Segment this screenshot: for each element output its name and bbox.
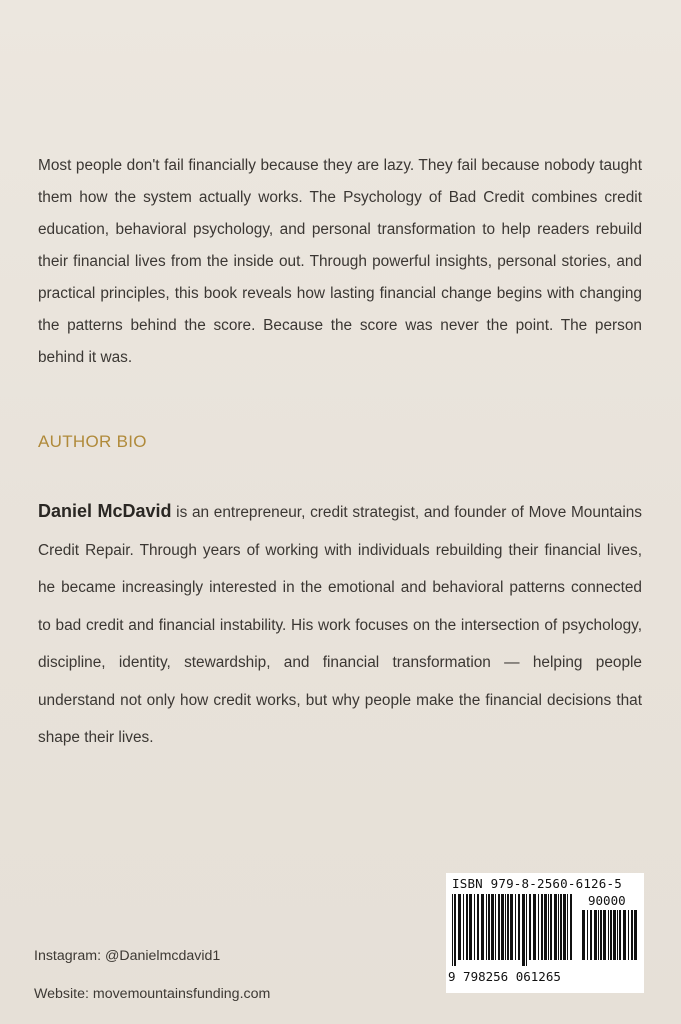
- barcode-bar: [495, 894, 496, 960]
- barcode-bar: [623, 910, 626, 960]
- barcode-bar: [538, 894, 539, 960]
- barcode-bar: [477, 894, 479, 960]
- barcode-bar: [598, 910, 599, 960]
- barcode-main-digits: 9 798256 061265: [448, 969, 561, 984]
- barcode-bar: [501, 894, 504, 960]
- barcode-bar: [610, 910, 612, 960]
- barcode-bar: [515, 894, 516, 960]
- barcode-bar: [452, 894, 453, 966]
- barcode-addon-bars: [582, 910, 638, 966]
- barcode-bar: [631, 910, 633, 960]
- barcode-bar: [522, 894, 525, 966]
- barcode-bar: [587, 910, 588, 960]
- author-bio-heading: AUTHOR BIO: [38, 432, 147, 451]
- barcode-bar: [554, 894, 557, 960]
- author-bio-body: is an entrepreneur, credit strategist, and founder of Move Mountains Credit Repair. Through years of working with individuals rebuilding their financial lives, he became increasingly interested in the emotional and behavioral patterns connected to bad credit and financial instability. His work focuses on the intersection of psychology, discipline, identity, stewardship, and financial transformation — helping people understand not only how credit works, but why people make the financial decisions that shape their lives.: [38, 504, 642, 746]
- barcode-bar: [510, 894, 513, 960]
- barcode-bar: [613, 910, 616, 960]
- book-blurb: Most people don't fail financially because they are lazy. They fail because nobody taught them how the system actually works. The Psychology of Bad Credit combines credit education, behavioral psychology, and personal transformation to help readers rebuild their financial lives from the inside out. Through powerful insights, personal stories, and practical principles, this book reveals how lasting financial change begins with changing the patterns behind the score. Because the score was never the point. The person behind it was.: [38, 157, 642, 366]
- barcode-bar: [507, 894, 509, 960]
- barcode-bar: [541, 894, 543, 960]
- barcode-bar: [466, 894, 468, 960]
- isbn-label: ISBN 979-8-2560-6126-5: [452, 876, 622, 891]
- barcode-bar: [481, 894, 484, 960]
- barcode-bar: [533, 894, 536, 960]
- barcode-bar: [590, 910, 592, 960]
- barcode-addon-digits: 90000: [588, 893, 626, 908]
- isbn-barcode: [446, 873, 644, 993]
- barcode-main-bars: [452, 894, 574, 966]
- barcode-bar: [628, 910, 629, 960]
- author-bio-text: [38, 493, 642, 757]
- barcode-bar: [548, 894, 549, 960]
- barcode-bar: [488, 894, 490, 960]
- author-name: Daniel McDavid: [38, 501, 172, 521]
- barcode-bar: [563, 894, 566, 960]
- barcode-bar: [558, 894, 559, 960]
- instagram-handle: Instagram: @Danielmcdavid1: [34, 948, 221, 964]
- barcode-bar: [469, 894, 472, 960]
- barcode-bar: [582, 910, 585, 960]
- barcode-bar: [518, 894, 520, 960]
- barcode-bar: [463, 894, 464, 960]
- website-url: Website: movemountainsfunding.com: [34, 986, 271, 1002]
- barcode-bar: [617, 910, 618, 960]
- barcode-bar: [498, 894, 500, 960]
- barcode-bar: [608, 910, 609, 960]
- barcode-bar: [550, 894, 552, 960]
- barcode-bar: [474, 894, 475, 960]
- barcode-bar: [491, 894, 494, 960]
- barcode-bar: [619, 910, 621, 960]
- barcode-bar: [567, 894, 568, 960]
- barcode-bar: [529, 894, 531, 960]
- barcode-bar: [570, 894, 572, 960]
- barcode-bar: [486, 894, 487, 960]
- barcode-bar: [594, 910, 597, 960]
- barcode-bar: [544, 894, 547, 960]
- barcode-bar: [454, 894, 456, 966]
- barcode-bar: [505, 894, 506, 960]
- barcode-bar: [603, 910, 606, 960]
- barcode-bar: [560, 894, 562, 960]
- barcode-bar: [600, 910, 602, 960]
- barcode-bar: [458, 894, 461, 960]
- barcode-bar: [634, 910, 637, 960]
- barcode-bar: [526, 894, 527, 966]
